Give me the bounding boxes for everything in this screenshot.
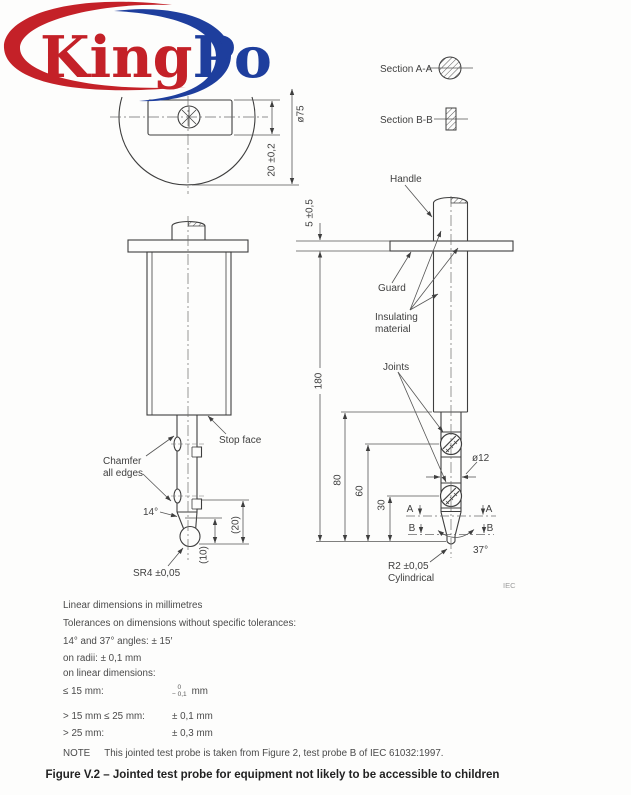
section-b-shape bbox=[446, 108, 456, 130]
label-chamfer-1: Chamfer bbox=[103, 456, 142, 467]
tolerance-value: ± 0,1 mm bbox=[172, 711, 213, 722]
tolerance-unit: mm bbox=[191, 685, 208, 697]
label-joints: Joints bbox=[383, 362, 410, 373]
guard-bar bbox=[390, 241, 513, 251]
tolerance-label: > 15 mm ≤ 25 mm: bbox=[63, 711, 145, 722]
dim-80: 80 bbox=[332, 474, 344, 486]
section-a-a bbox=[380, 57, 473, 79]
iec-mark: IEC bbox=[503, 581, 516, 590]
label-insulating-2: material bbox=[375, 324, 411, 335]
note-line-3: 14° and 37° angles: ± 15′ bbox=[63, 636, 173, 647]
guard-circle-outline bbox=[119, 97, 255, 185]
tolerance-stacked-value bbox=[172, 684, 187, 698]
label-chamfer-2: all edges bbox=[103, 468, 144, 479]
label-angle-37: 37° bbox=[473, 545, 489, 556]
finger-right-edge bbox=[197, 415, 202, 512]
dim-20-paren: (20) bbox=[230, 516, 242, 534]
section-a-shape bbox=[439, 57, 461, 79]
tolerance-row-1 bbox=[63, 684, 208, 698]
tip-sphere bbox=[180, 527, 200, 547]
section-a-label: Section A-A bbox=[380, 64, 433, 75]
note-line-1: Linear dimensions in millimetres bbox=[63, 600, 203, 611]
note-text: This jointed test probe is taken from Figure 2, test probe B of IEC 61032:1997. bbox=[104, 748, 444, 759]
section-b-label: Section B-B bbox=[380, 115, 433, 126]
tolerance-lower: − 0,1 bbox=[172, 691, 187, 698]
label-dia12: ø12 bbox=[472, 453, 490, 464]
logo-text-king: King bbox=[40, 24, 193, 91]
section-b-b bbox=[380, 108, 468, 130]
note-line-4: on radii: ± 0,1 mm bbox=[63, 653, 142, 664]
label-angle-14: 14° bbox=[143, 507, 159, 518]
tolerance-upper: 0 bbox=[177, 684, 182, 691]
logo-text-po: Po bbox=[192, 24, 272, 91]
top-view bbox=[110, 96, 268, 194]
section-mark-b-left: B bbox=[408, 523, 416, 534]
label-r2-1: R2 ±0,05 bbox=[388, 561, 429, 572]
stub-section-hatch bbox=[189, 222, 206, 226]
dim-dia75: ø75 bbox=[295, 105, 307, 123]
label-handle: Handle bbox=[390, 174, 422, 185]
note-line-5: on linear dimensions: bbox=[63, 668, 156, 679]
probe-body bbox=[147, 252, 231, 415]
tolerance-label: > 25 mm: bbox=[63, 728, 105, 739]
top-view-dimensions bbox=[192, 89, 299, 185]
note-line-2: Tolerances on dimensions without specific tolerances: bbox=[63, 618, 297, 629]
label-r2-2: Cylindrical bbox=[388, 573, 435, 584]
section-mark-a-left: A bbox=[406, 504, 414, 515]
section-mark-b-right: B bbox=[486, 523, 494, 534]
dim-180: 180 bbox=[313, 372, 325, 390]
dim-slot-20: 20 ±0,2 bbox=[266, 143, 278, 177]
tolerance-row-2 bbox=[63, 711, 213, 722]
label-guard: Guard bbox=[378, 283, 406, 294]
logo-wordmark bbox=[40, 24, 272, 91]
section-mark-a-right: A bbox=[485, 504, 493, 515]
tolerance-value: ± 0,3 mm bbox=[172, 728, 213, 739]
figure-caption: Figure V.2 – Jointed test probe for equipment not likely to be accessible to children bbox=[45, 769, 500, 781]
handle-section-hatch bbox=[451, 198, 468, 203]
dim-5: 5 ±0,5 bbox=[304, 199, 316, 227]
dim-10-paren: (10) bbox=[198, 546, 210, 564]
dim-30: 30 bbox=[376, 499, 388, 511]
label-sr4: SR4 ±0,05 bbox=[133, 568, 181, 579]
kingpo-logo bbox=[0, 0, 272, 101]
dim-60: 60 bbox=[354, 485, 366, 497]
note-label: NOTE bbox=[63, 748, 91, 759]
label-insulating-1: Insulating bbox=[375, 312, 418, 323]
tolerance-label: ≤ 15 mm: bbox=[63, 685, 104, 697]
label-stop-face: Stop face bbox=[219, 435, 262, 446]
note-footnote bbox=[63, 748, 444, 759]
tolerance-row-3 bbox=[63, 728, 213, 739]
